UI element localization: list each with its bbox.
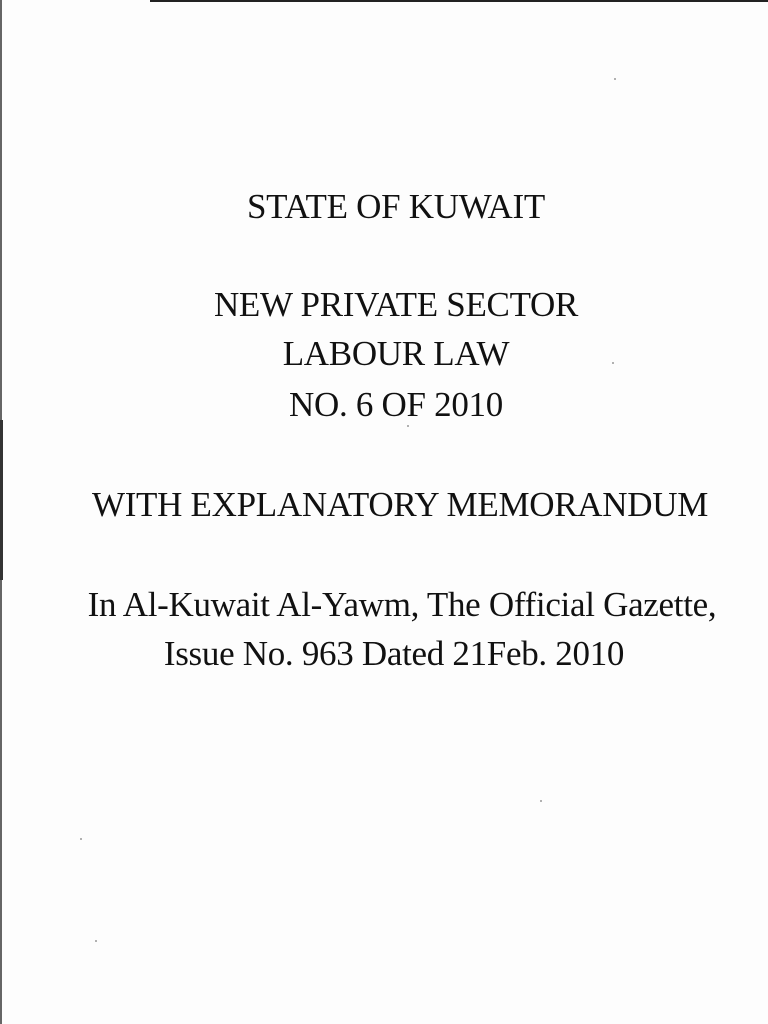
scan-speck (614, 78, 616, 80)
scan-speck (407, 425, 409, 427)
state-heading: STATE OF KUWAIT (247, 187, 545, 226)
law-number: NO. 6 OF 2010 (289, 385, 503, 424)
gazette-line-1: In Al-Kuwait Al-Yawm, The Official Gazette, (87, 585, 717, 624)
scan-speck (95, 940, 97, 942)
memorandum-line: WITH EXPLANATORY MEMORANDUM (91, 485, 709, 524)
scan-speck (540, 800, 542, 802)
gazette-line-2: Issue No. 963 Dated 21Feb. 2010 (163, 634, 625, 673)
scan-top-edge (150, 0, 768, 2)
law-title-line-1: NEW PRIVATE SECTOR (213, 285, 579, 324)
scan-speck (80, 838, 82, 840)
law-title-line-2: LABOUR LAW (282, 334, 510, 373)
scan-left-edge-shadow (0, 420, 3, 580)
